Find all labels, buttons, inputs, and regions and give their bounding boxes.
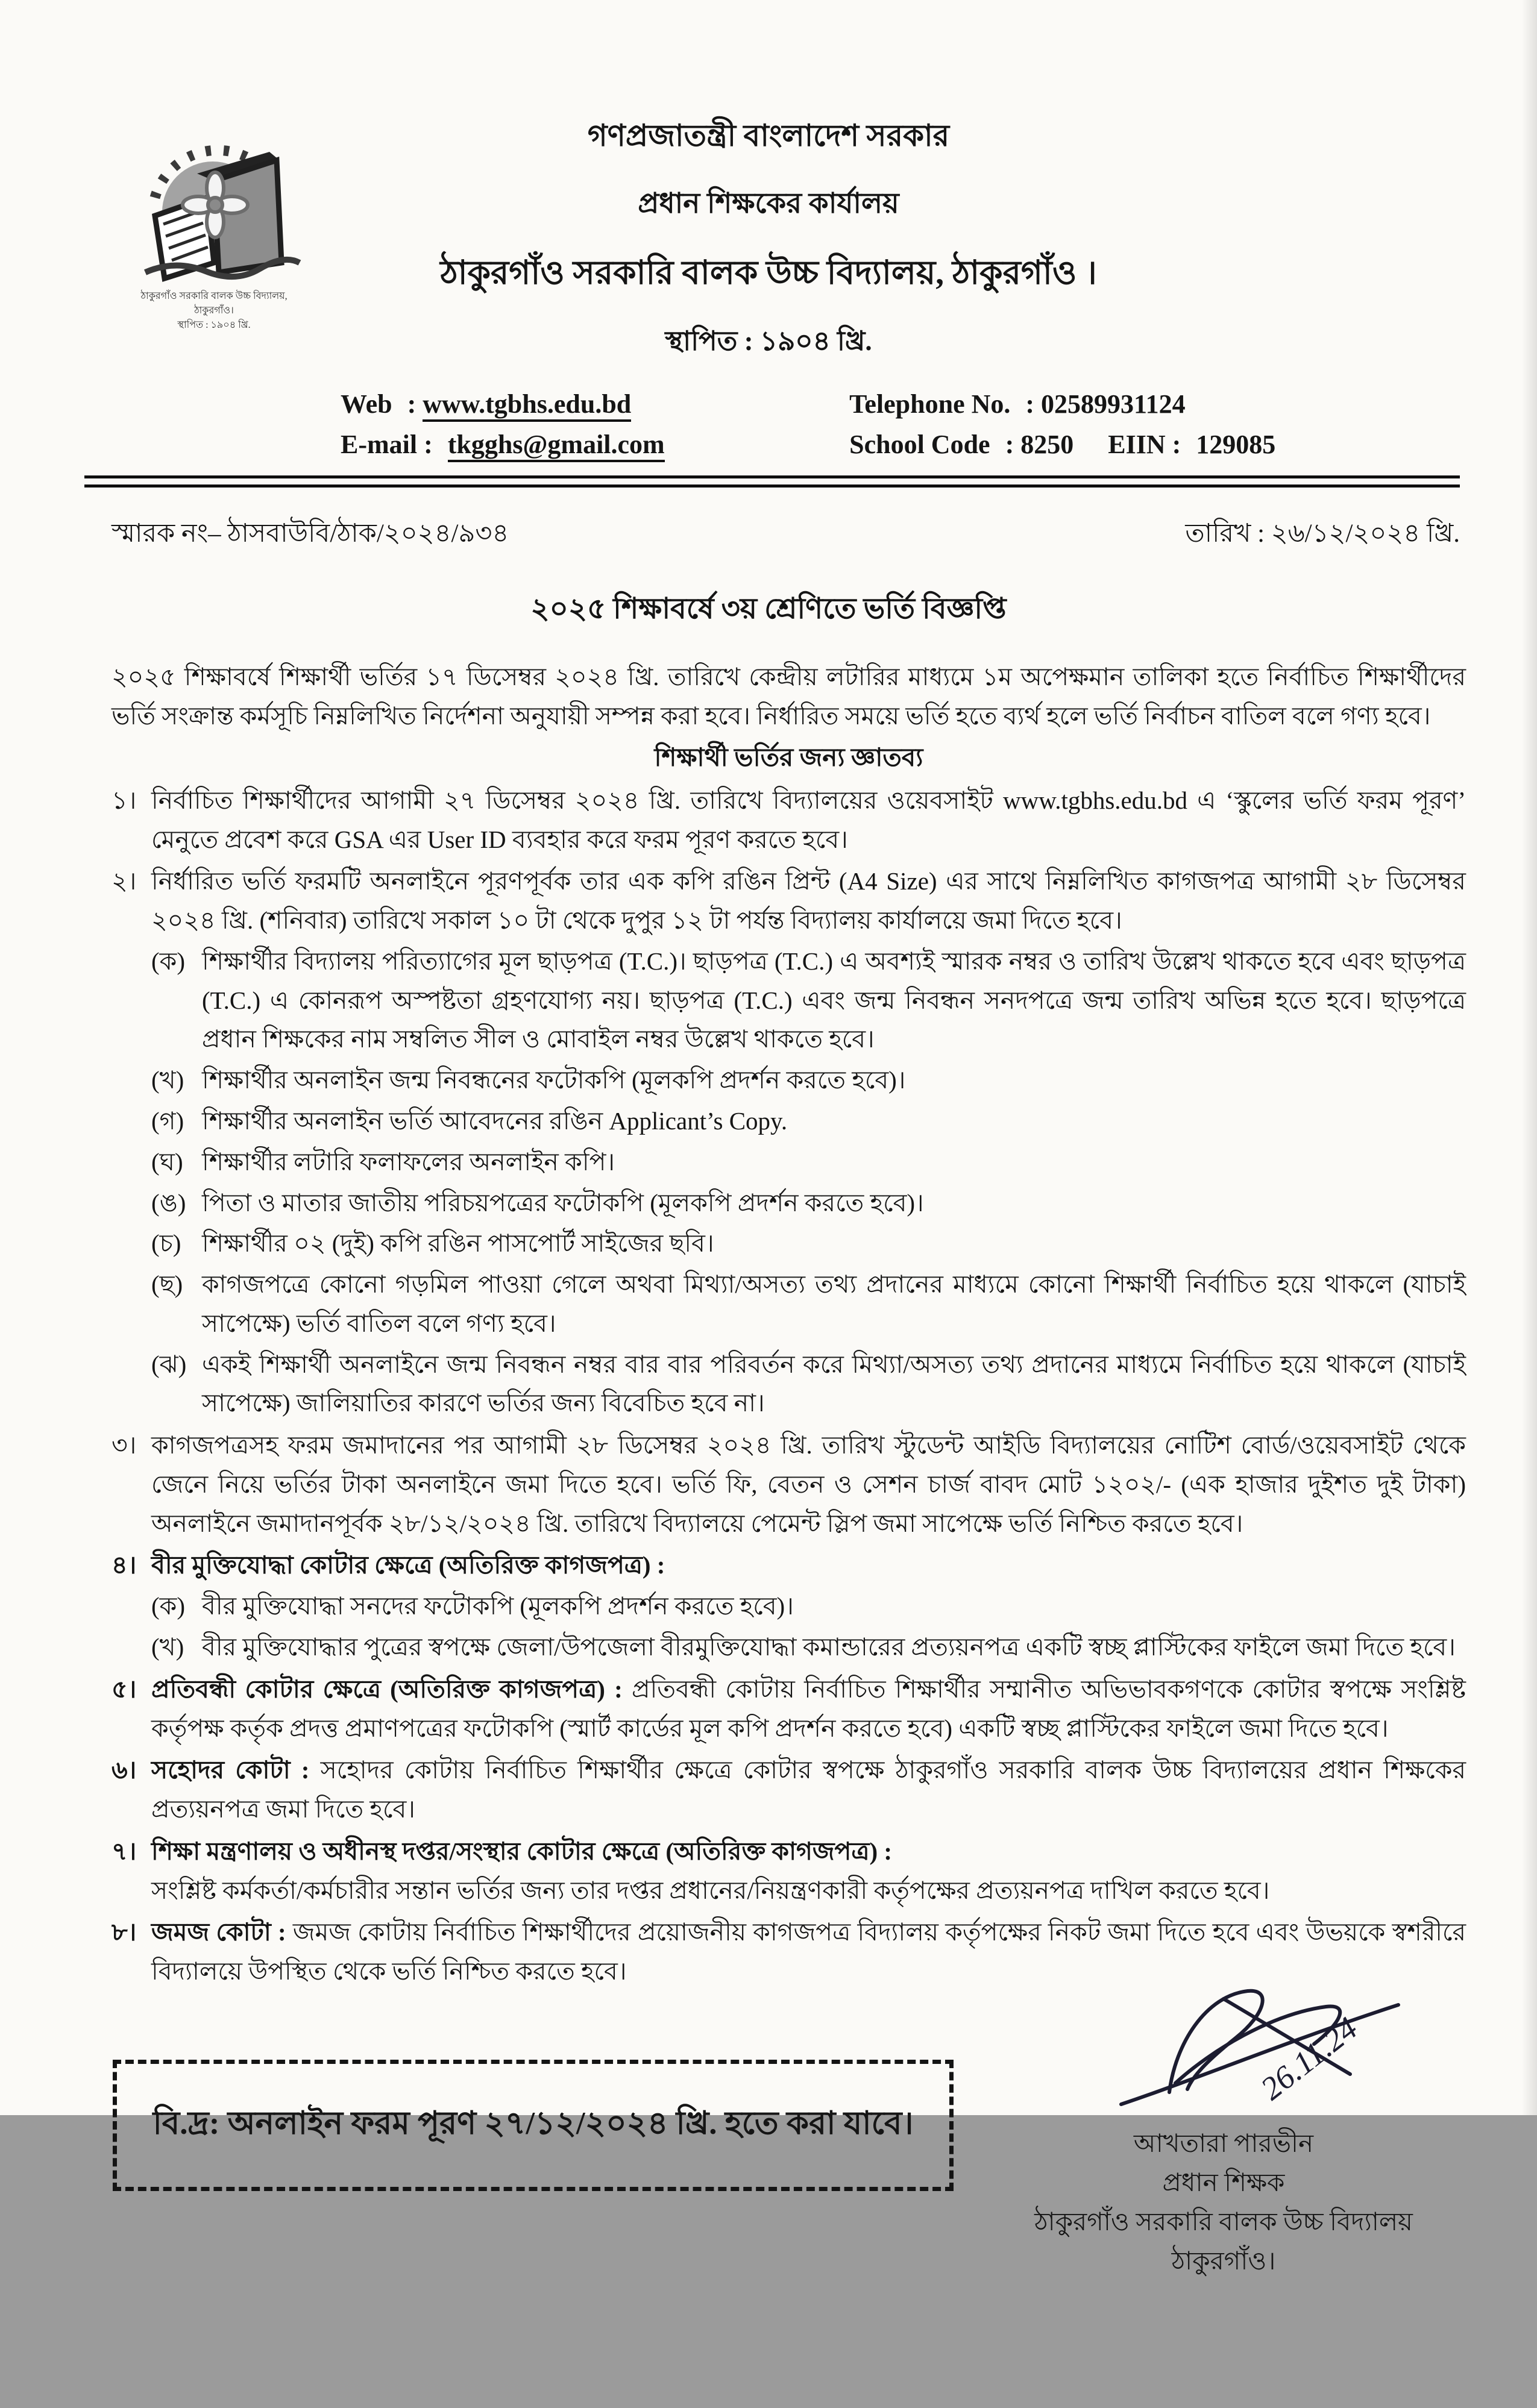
sub-number: (ক) <box>151 1592 185 1620</box>
item-body: সহোদর কোটায় নির্বাচিত শিক্ষার্থীর ক্ষেত্রে কোটার স্বপক্ষে ঠাকুরগাঁও সরকারি বালক উচ্চ বিদ্যালয়ের প্রধান শিক্ষকের প্রত্যয়নপত্র জমা দিতে হবে। <box>151 1756 1466 1823</box>
web-colon: : <box>407 389 423 419</box>
signature-block <box>989 1978 1459 2281</box>
school-logo-icon <box>124 121 304 289</box>
item-number: ৫। <box>112 1675 137 1703</box>
web-url: www.tgbhs.edu.bd <box>423 389 631 422</box>
memo-row <box>112 514 1460 557</box>
telephone-number: : 02589931124 <box>1025 389 1186 419</box>
item-body: জমজ কোটায় নির্বাচিত শিক্ষার্থীদের প্রয়োজনীয় কাগজপত্র বিদ্যালয় কর্তৃপক্ষের নিকট জমা দিতে হবে এবং উভয়কে স্বশরীরে বিদ্যালয়ে উপস্থিত থেকে ভর্তি নিশ্চিত করতে হবে। <box>151 1918 1466 1986</box>
item-text: নির্বাচিত শিক্ষার্থীদের আগামী ২৭ ডিসেম্বর ২০২৪ খ্রি. তারিখে বিদ্যালয়ের ওয়েবসাইট www.tgbhs.edu.bd এ ‘স্কুলের ভর্তি ফরম পূরণ’ মেনুতে প্রবেশ করে GSA এর User ID ব্যবহার করে ফরম পূরণ করতে হবে। <box>151 786 1466 853</box>
sub-text: বীর মুক্তিযোদ্ধার পুত্রের স্বপক্ষে জেলা/উপজেলা বীরমুক্তিযোদ্ধা কমান্ডারের প্রত্যয়নপত্র একটি স্বচ্ছ প্লাস্টিকের ফাইলে জমা দিতে হবে। <box>202 1632 1456 1661</box>
item-text <box>151 1832 1466 1910</box>
established-line: স্থাপিত : ১৯০৪ খ্রি. <box>665 326 872 356</box>
sub-text: শিক্ষার্থীর অনলাইন জন্ম নিবন্ধনের ফটোকপি (মূলকপি প্রদর্শন করতে হবে)। <box>202 1066 906 1094</box>
item-text <box>151 1670 1466 1748</box>
telephone-label: Telephone No. <box>849 389 1011 419</box>
sub-text: পিতা ও মাতার জাতীয় পরিচয়পত্রের ফটোকপি (মূলকপি প্রদর্শন করতে হবে)। <box>202 1188 924 1217</box>
sub-number: (ছ) <box>151 1270 183 1299</box>
sub-text: শিক্ষার্থীর লটারি ফলাফলের অনলাইন কপি। <box>202 1147 615 1176</box>
memo-number: স্মারক নং– ঠাসবাউবি/ঠাক/২০২৪/৯৩৪ <box>112 519 509 548</box>
sub-item-4a <box>151 1587 1466 1626</box>
signer-name: আখতারা পারভীন <box>1133 2130 1314 2158</box>
sub-number: (গ) <box>151 1107 184 1135</box>
item-body: সংশ্লিষ্ট কর্মকর্তা/কর্মচারীর সন্তান ভর্তির জন্য তার দপ্তর প্রধানের/নিয়ন্ত্রণকারী কর্তৃপক্ষের প্রত্যয়নপত্র দাখিল করতে হবে। <box>151 1876 1270 1904</box>
list-item-6 <box>112 1751 1466 1829</box>
sub-number: (ঙ) <box>151 1188 186 1217</box>
item-text <box>151 1751 1466 1829</box>
item-number: ৭। <box>112 1837 137 1865</box>
list-item-3 <box>112 1426 1466 1543</box>
sub-number: (ক) <box>151 947 185 975</box>
sub-item-2h <box>151 1345 1466 1423</box>
list-item-5 <box>112 1670 1466 1748</box>
item-heading: প্রতিবন্ধী কোটার ক্ষেত্রে (অতিরিক্ত কাগজপত্র) : <box>151 1675 623 1703</box>
item-number: ৩। <box>112 1431 137 1460</box>
item-body: প্রতিবন্ধী কোটায় নির্বাচিত শিক্ষার্থীর সম্মানীত অভিভাবকগণকে কোটার স্বপক্ষে সংশ্লিষ্ট কর্তৃপক্ষ কর্তৃক প্রদত্ত প্রমাণপত্রের ফটোকপি (স্মার্ট কার্ডের মূল কপি প্রদর্শন করতে হবে) একটি স্বচ্ছ প্লাস্টিকের ফাইলে জমা দিতে হবে। <box>151 1675 1466 1742</box>
item-heading: সহোদর কোটা : <box>151 1756 310 1784</box>
sub-item-2f <box>151 1224 1466 1263</box>
telephone-row <box>849 389 1447 419</box>
sub-item-2a <box>151 942 1466 1059</box>
notice-title: ২০২৫ শিক্ষাবর্ষে ৩য় শ্রেণিতে ভর্তি বিজ্ঞপ্তি <box>530 593 1007 625</box>
item-text: কাগজপত্রসহ ফরম জমাদানের পর আগামী ২৮ ডিসেম্বর ২০২৪ খ্রি. তারিখ স্টুডেন্ট আইডি বিদ্যালয়ের নোটিশ বোর্ড/ওয়েবসাইট থেকে জেনে নিয়ে ভর্তির টাকা অনলাইনে জমা দিতে হবে। ভর্তি ফি, বেতন ও সেশন চার্জ বাবদ মোট ১২০২/- (এক হাজার দুইশত দুই টাকা) অনলাইনে জমাদানপূর্বক ২৮/১২/২০২৪ খ্রি. তারিখে বিদ্যালয়ে পেমেন্ট স্লিপ জমা সাপেক্ষে ভর্তি নিশ্চিত করতে হবে। <box>151 1431 1466 1537</box>
item-heading: শিক্ষা মন্ত্রণালয় ও অধীনস্থ দপ্তর/সংস্থার কোটার ক্ষেত্রে (অতিরিক্ত কাগজপত্র) : <box>151 1837 893 1865</box>
notice-body <box>112 657 1466 1991</box>
signer-location: ঠাকুরগাঁও। <box>1171 2248 1276 2276</box>
government-line: গণপ্রজাতন্ত্রী বাংলাদেশ সরকার <box>587 119 950 152</box>
logo-caption-line1: ঠাকুরগাঁও সরকারি বালক উচ্চ বিদ্যালয়, ঠাকুরগাঁও। <box>140 291 288 316</box>
sub-text: কাগজপত্রে কোনো গড়মিল পাওয়া গেলে অথবা মিথ্যা/অসত্য তথ্য প্রদানের মাধ্যমে কোনো শিক্ষার্থী নির্বাচিত হয়ে থাকলে (যাচাই সাপেক্ষে) ভর্তি বাতিল বলে গণ্য হবে। <box>202 1270 1466 1337</box>
email-label: E-mail : <box>341 430 433 459</box>
bottom-section <box>112 2010 1466 2408</box>
contact-block <box>341 389 1447 460</box>
sub-text: শিক্ষার্থীর ০২ (দুই) কপি রঙিন পাসপোর্ট সাইজের ছবি। <box>202 1229 714 1258</box>
item-number: ২। <box>112 867 137 895</box>
school-code-value: : 8250 <box>1005 430 1074 459</box>
school-code-row <box>849 429 1447 460</box>
sub-number: (ঘ) <box>151 1147 183 1176</box>
web-row <box>341 389 849 419</box>
sub-number: (ঝ) <box>151 1350 187 1378</box>
signer-org: ঠাকুরগাঁও সরকারি বালক উচ্চ বিদ্যালয় <box>1034 2209 1413 2237</box>
school-code-label: School Code <box>849 430 990 459</box>
office-line: প্রধান শিক্ষকের কার্যালয় <box>638 188 899 219</box>
email-address: tkgghs@gmail.com <box>448 430 665 462</box>
logo-caption-line2: স্থাপিত : ১৯০৪ খ্রি. <box>177 320 251 330</box>
email-row <box>341 429 849 460</box>
note-box <box>113 2060 954 2191</box>
intro-paragraph: ২০২৫ শিক্ষাবর্ষে শিক্ষার্থী ভর্তির ১৭ ডিসেম্বর ২০২৪ খ্রি. তারিখে কেন্দ্রীয় লটারির মাধ্যমে ১ম অপেক্ষমান তালিকা হতে নির্বাচিত শিক্ষার্থীদের ভর্তি সংক্রান্ত কর্মসূচি নিম্নলিখিত নির্দেশনা অনুযায়ী সম্পন্ন করা হবে। নির্ধারিত সময়ে ভর্তি হতে ব্যর্থ হলে ভর্তি নির্বাচন বাতিল বলে গণ্য হবে। <box>112 663 1466 730</box>
item-number: ৬। <box>112 1756 137 1784</box>
header-divider <box>84 475 1460 488</box>
eiin-value: 129085 <box>1196 430 1276 459</box>
school-name-line: ঠাকুরগাঁও সরকারি বালক উচ্চ বিদ্যালয়, ঠাকুরগাঁও । <box>440 254 1097 291</box>
list-item-4 <box>112 1546 1466 1585</box>
sub-text: বীর মুক্তিযোদ্ধা সনদের ফটোকপি (মূলকপি প্রদর্শন করতে হবে)। <box>202 1592 794 1620</box>
item-heading: বীর মুক্তিযোদ্ধা কোটার ক্ষেত্রে (অতিরিক্ত কাগজপত্র) : <box>151 1551 665 1579</box>
sub-item-2e <box>151 1184 1466 1223</box>
item-text: নির্ধারিত ভর্তি ফরমটি অনলাইনে পূরণপূর্বক তার এক কপি রঙিন প্রিন্ট (A4 Size) এর সাথে নিম্নলিখিত কাগজপত্র আগামী ২৮ ডিসেম্বর ২০২৪ খ্রি. (শনিবার) তারিখে সকাল ১০ টা থেকে দুপুর ১২ টা পর্যন্ত বিদ্যালয় কার্যালয়ে জমা দিতে হবে। <box>151 867 1466 935</box>
sub-item-2d <box>151 1143 1466 1182</box>
sub-text: শিক্ষার্থীর অনলাইন ভর্তি আবেদনের রঙিন Applicant’s Copy. <box>202 1107 788 1135</box>
sub-number: (খ) <box>151 1066 184 1094</box>
list-item-7 <box>112 1832 1466 1910</box>
sub-item-2g <box>151 1265 1466 1343</box>
item-number: ১। <box>112 786 137 814</box>
signer-role: প্রধান শিক্ষক <box>1162 2169 1285 2197</box>
sub-number: (খ) <box>151 1632 184 1661</box>
sub-text: একই শিক্ষার্থী অনলাইনে জন্ম নিবন্ধন নম্বর বার বার পরিবর্তন করে মিথ্যা/অসত্য তথ্য প্রদানের মাধ্যমে নির্বাচিত হয়ে থাকলে (যাচাই সাপেক্ষে) জালিয়াতির কারণে ভর্তির জন্য বিবেচিত হবে না। <box>202 1350 1466 1417</box>
web-label: Web <box>341 389 392 419</box>
item-number: ৮। <box>112 1918 137 1946</box>
sub-item-2c <box>151 1102 1466 1141</box>
sub-text: শিক্ষার্থীর বিদ্যালয় পরিত্যাগের মূল ছাড়পত্র (T.C.)। ছাড়পত্র (T.C.) এ অবশ্যই স্মারক নম্বর ও তারিখ উল্লেখ থাকতে হবে এবং ছাড়পত্র (T.C.) এ কোনরূপ অস্পষ্টতা গ্রহণযোগ্য নয়। ছাড়পত্র (T.C.) এবং জন্ম নিবন্ধন সনদপত্রে জন্ম তারিখ অভিন্ন হতে হবে। ছাড়পত্রে প্রধান শিক্ষকের নাম সম্বলিত সীল ও মোবাইল নম্বর উল্লেখ থাকতে হবে। <box>202 947 1466 1053</box>
eiin-label: EIIN : <box>1108 430 1181 459</box>
list-item-2 <box>112 862 1466 940</box>
sub-item-4b <box>151 1628 1466 1667</box>
know-heading: শিক্ষার্থী ভর্তির জন্য জ্ঞাতব্য <box>654 744 923 772</box>
memo-date: তারিখ : ২৬/১২/২০২৪ খ্রি. <box>1185 519 1460 548</box>
signature-icon <box>1013 1978 1435 2128</box>
item-number: ৪। <box>112 1551 137 1579</box>
school-logo <box>121 121 307 333</box>
item-heading: জমজ কোটা : <box>151 1918 286 1946</box>
sub-item-2b <box>151 1061 1466 1100</box>
note-text: বি.দ্র: অনলাইন ফরম পূরণ ২৭/১২/২০২৪ খ্রি. হতে করা যাবে। <box>152 2105 914 2141</box>
list-item-1 <box>112 781 1466 859</box>
signature-date: 26.11.24 <box>1254 2010 1365 2107</box>
sub-number: (চ) <box>151 1229 181 1258</box>
